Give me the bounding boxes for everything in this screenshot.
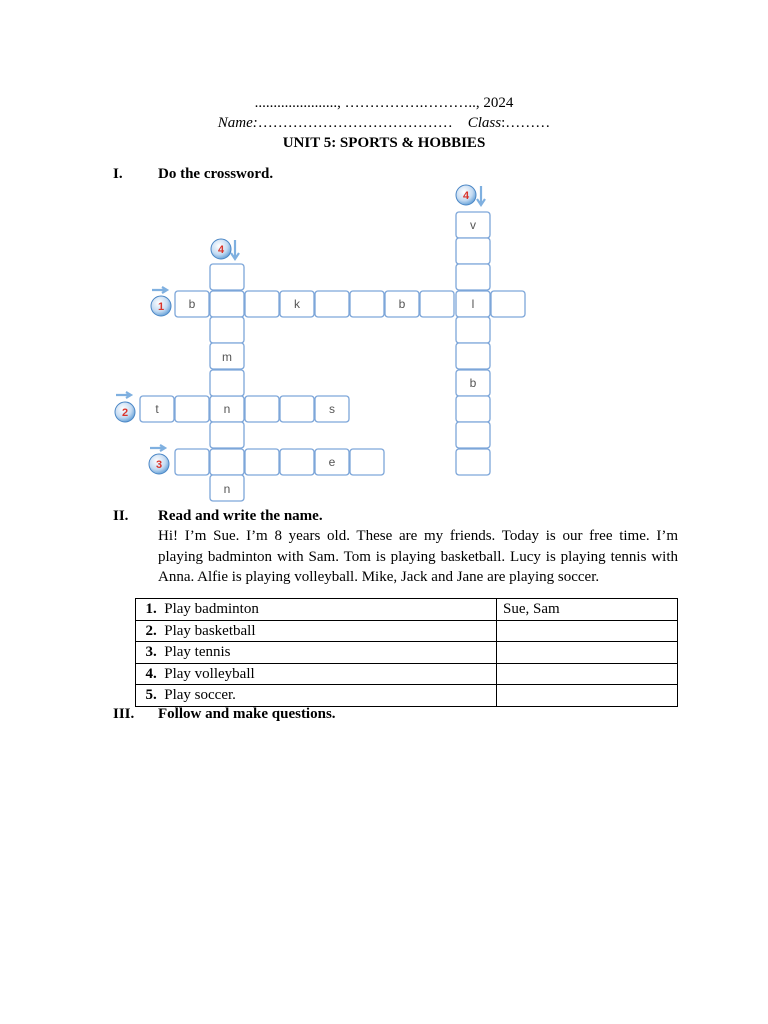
crossword-cell[interactable]: [456, 396, 490, 422]
row-number: 4.: [136, 663, 161, 685]
table-row: [136, 685, 678, 707]
crossword-cell[interactable]: [210, 449, 244, 475]
crossword-cell[interactable]: [456, 264, 490, 290]
crossword-cell[interactable]: [175, 449, 209, 475]
date-line: ......................, …………….……….., 2024: [254, 95, 514, 111]
crossword-cell[interactable]: [210, 317, 244, 343]
crossword-letter: t: [155, 402, 159, 416]
activity-cell: Play basketball: [160, 620, 496, 642]
activity-cell: Play soccer.: [160, 685, 496, 707]
row-number: 1.: [136, 599, 161, 621]
section-number: II.: [113, 508, 129, 524]
crossword-letter: m: [222, 350, 232, 364]
arrow-right-icon: [152, 287, 167, 293]
row-number: 5.: [136, 685, 161, 707]
crossword-cell[interactable]: [245, 291, 279, 317]
activity-cell: Play tennis: [160, 642, 496, 664]
section-number: III.: [113, 706, 135, 722]
crossword-cell[interactable]: [350, 291, 384, 317]
section-title: Do the crossword.: [158, 166, 274, 182]
section-title: Follow and make questions.: [158, 706, 336, 722]
crossword-cell[interactable]: [456, 343, 490, 369]
table-row: [136, 642, 678, 664]
page-title: UNIT 5: SPORTS & HOBBIES: [282, 135, 486, 151]
crossword-letter: e: [328, 455, 336, 469]
name-class-line: [0, 114, 768, 132]
row-number: 2.: [136, 620, 161, 642]
crossword-cell[interactable]: [245, 449, 279, 475]
crossword-letter: k: [294, 297, 300, 311]
class-dots: :………: [501, 115, 551, 131]
section-title: Read and write the name.: [158, 508, 323, 524]
crossword-letter: l: [471, 297, 475, 311]
class-label: Class: [467, 115, 502, 131]
crossword-cell[interactable]: [456, 238, 490, 264]
clue-number: 2: [121, 407, 129, 419]
section-3-heading: [113, 705, 336, 723]
arrow-down-icon: [477, 186, 485, 205]
arrow-right-icon: [116, 392, 131, 398]
crossword-cell[interactable]: [456, 317, 490, 343]
clue-1-marker: [151, 287, 171, 316]
arrow-right-icon: [150, 445, 165, 451]
answer-cell[interactable]: [496, 620, 677, 642]
clue-number: 3: [155, 459, 163, 471]
table-row: [136, 599, 678, 621]
crossword-cell[interactable]: [456, 422, 490, 448]
crossword-cell[interactable]: [210, 422, 244, 448]
crossword-cell[interactable]: [280, 449, 314, 475]
crossword-row-3: [175, 449, 384, 475]
answer-cell[interactable]: [496, 685, 677, 707]
crossword-cell[interactable]: [420, 291, 454, 317]
name-label: Name:: [217, 115, 258, 131]
clue-3-marker: [149, 445, 169, 474]
activity-cell: Play volleyball: [160, 663, 496, 685]
section-number: I.: [113, 166, 123, 182]
answer-cell[interactable]: [496, 642, 677, 664]
clue-number: 4: [462, 190, 470, 202]
crossword-cell[interactable]: [210, 370, 244, 396]
crossword-cell[interactable]: [456, 449, 490, 475]
clue-number: 4: [217, 244, 225, 256]
clue-2-marker: [115, 392, 135, 422]
crossword-cell[interactable]: [210, 291, 244, 317]
crossword-cell[interactable]: [315, 291, 349, 317]
arrow-down-icon: [231, 240, 239, 259]
crossword-letter: n: [223, 482, 231, 496]
crossword-letter: n: [223, 402, 231, 416]
crossword-letter: b: [188, 297, 196, 311]
crossword-cell[interactable]: [245, 396, 279, 422]
answer-table: [135, 598, 678, 707]
answer-cell[interactable]: Sue, Sam: [496, 599, 677, 621]
reading-passage: Hi! I’m Sue. I’m 8 years old. These are my friends. Today is our free time. I’m playing badminton with Sam. Tom is playing basketball. Lucy is playing tennis with Anna. Alfie is playing volleyball. Mike, Jack and Jane are playing soccer.: [158, 528, 678, 585]
clue-number: 1: [157, 301, 165, 313]
clue-4-right-marker: [456, 185, 485, 205]
crossword-cell[interactable]: [175, 396, 209, 422]
crossword-letter: s: [329, 402, 335, 416]
clue-4-left-marker: [211, 239, 239, 259]
crossword-cell[interactable]: [350, 449, 384, 475]
crossword-cell[interactable]: [280, 396, 314, 422]
crossword-letter: b: [469, 376, 477, 390]
name-dots: …………………………………: [257, 115, 453, 131]
answer-cell[interactable]: [496, 663, 677, 685]
crossword-row-2: [140, 396, 349, 422]
crossword-cell[interactable]: [491, 291, 525, 317]
section-1-heading: [113, 165, 273, 183]
activity-cell: Play badminton: [160, 599, 496, 621]
table-row: [136, 663, 678, 685]
crossword-column-2: [456, 212, 490, 475]
section-2-heading: [113, 507, 323, 525]
crossword-letter: b: [398, 297, 406, 311]
table-row: [136, 620, 678, 642]
crossword-letter: v: [470, 218, 476, 232]
crossword-cell[interactable]: [210, 264, 244, 290]
row-number: 3.: [136, 642, 161, 664]
crossword-puzzle: [110, 182, 540, 502]
